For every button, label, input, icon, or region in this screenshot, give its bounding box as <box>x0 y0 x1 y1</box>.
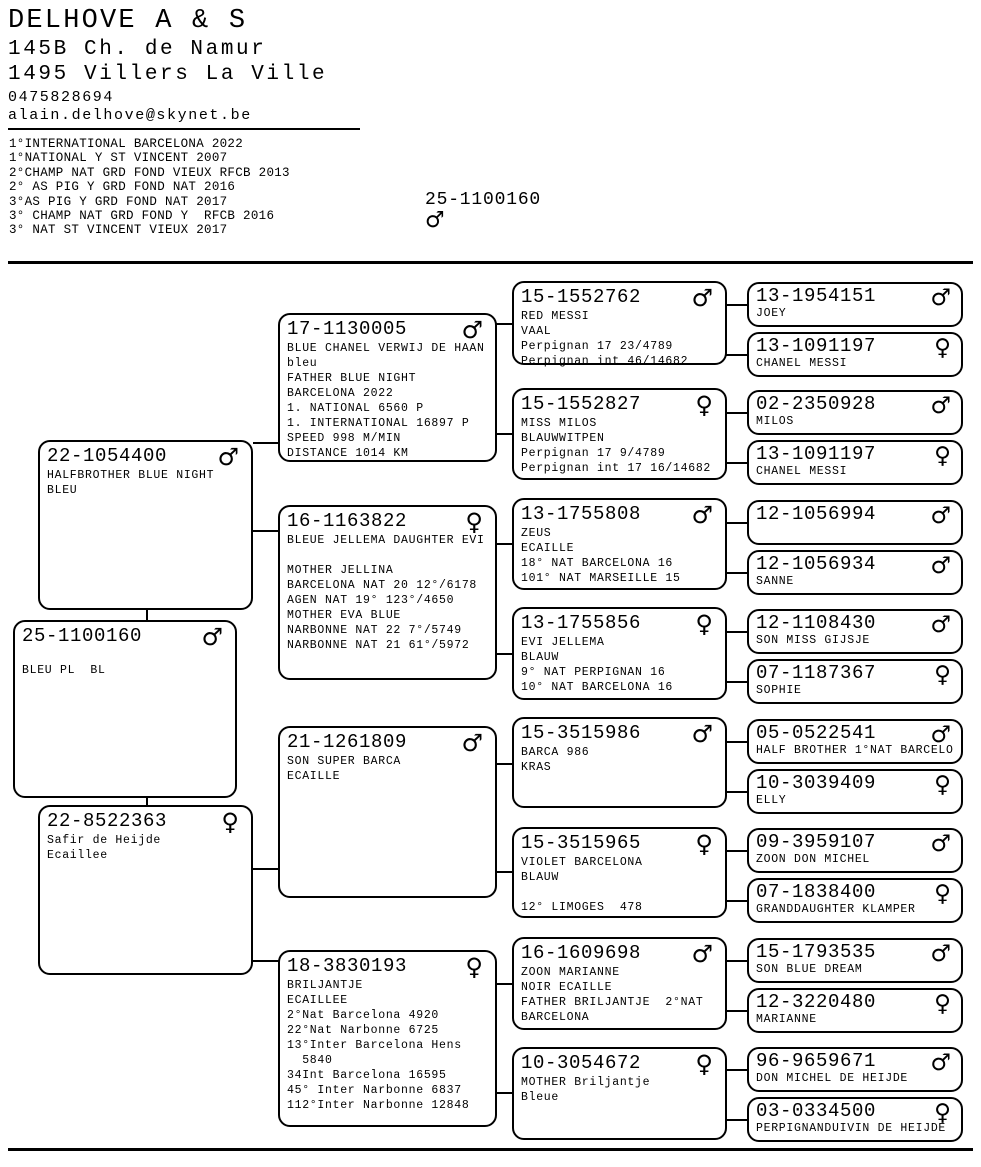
male-icon: ♂ <box>930 941 951 967</box>
pedigree-line: ZEUS <box>521 527 552 540</box>
connector-line <box>725 412 749 414</box>
connector-line <box>725 791 749 793</box>
connector-line <box>725 304 749 306</box>
ring-number: 13-1091197 <box>756 335 877 357</box>
pedigree-box-g3-3 <box>278 726 497 898</box>
pedigree-line: VIOLET BARCELONA <box>521 856 643 869</box>
ring-number: 05-0522541 <box>756 722 877 744</box>
pedigree-box-g4-4 <box>512 607 727 700</box>
male-icon: ♂ <box>461 729 483 757</box>
owner-name: DELHOVE A & S <box>8 6 248 36</box>
pedigree-line: ECAILLE <box>521 542 575 555</box>
connector-line <box>253 442 280 444</box>
pedigree-box-g4-7 <box>512 937 727 1030</box>
pedigree-line: JOEY <box>756 307 787 320</box>
male-icon: ♂ <box>691 720 713 748</box>
pedigree-line: HALFBROTHER BLUE NIGHT <box>47 469 215 482</box>
pedigree-line: ZOON MARIANNE <box>521 966 620 979</box>
ring-number: 13-1091197 <box>756 443 877 465</box>
pedigree-line: BARCA 986 <box>521 746 590 759</box>
pedigree-line: Perpignan 17 23/4789 <box>521 340 674 353</box>
female-icon: ♀ <box>465 508 483 536</box>
divider-top <box>8 261 973 264</box>
pedigree-line: Perpignan int 46/14682 <box>521 355 689 368</box>
pedigree-line: 2°Nat Barcelona 4920 <box>287 1009 440 1022</box>
achievement-item: 3° CHAMP NAT GRD FOND Y RFCB 2016 <box>9 209 275 224</box>
pedigree-line: KRAS <box>521 761 552 774</box>
achievement-item: 2° AS PIG Y GRD FOND NAT 2016 <box>9 180 236 195</box>
pedigree-line: 9° NAT PERPIGNAN 16 <box>521 666 666 679</box>
female-icon: ♀ <box>465 953 483 981</box>
male-icon: ♂ <box>425 208 445 233</box>
pedigree-box-g5-10 <box>747 769 963 814</box>
ring-number: 25-1100160 <box>22 625 143 647</box>
pedigree-line: NARBONNE NAT 22 7°/5749 <box>287 624 462 637</box>
ring-number: 12-1056934 <box>756 553 877 575</box>
ring-number: 15-1552762 <box>521 286 642 308</box>
female-icon: ♀ <box>695 610 713 638</box>
pedigree-line: BARCELONA <box>521 1011 590 1024</box>
ring-number: 22-8522363 <box>47 810 168 832</box>
pedigree-line: MOTHER EVA BLUE <box>287 609 402 622</box>
pedigree-line: 5840 <box>287 1054 333 1067</box>
pedigree-line: Perpignan int 17 16/14682 <box>521 462 712 475</box>
pedigree-box-g5-14 <box>747 988 963 1033</box>
pedigree-line: BLAUW <box>521 651 560 664</box>
pedigree-line: Perpignan 17 9/4789 <box>521 447 666 460</box>
pedigree-line: DISTANCE 1014 KM <box>287 447 409 460</box>
female-icon: ♀ <box>934 662 951 688</box>
pedigree-line: Ecaillee <box>47 849 108 862</box>
phone-number: 0475828694 <box>8 89 115 106</box>
female-icon: ♀ <box>221 808 239 836</box>
ring-number: 16-1163822 <box>287 510 408 532</box>
female-icon: ♀ <box>934 991 951 1017</box>
pedigree-box-g4-5 <box>512 717 727 808</box>
pedigree-line: Bleue <box>521 1091 560 1104</box>
pedigree-box-g5-8 <box>747 659 963 704</box>
pedigree-box-g5-11 <box>747 828 963 873</box>
male-icon: ♂ <box>691 940 713 968</box>
pedigree-box-g3-4 <box>278 950 497 1127</box>
connector-line <box>146 798 148 805</box>
ring-number: 16-1609698 <box>521 942 642 964</box>
pedigree-line: Safir de Heijde <box>47 834 162 847</box>
pedigree-line <box>22 648 229 663</box>
male-icon: ♂ <box>691 284 713 312</box>
male-icon: ♂ <box>930 831 951 857</box>
pedigree-line: 13°Inter Barcelona Hens <box>287 1039 462 1052</box>
pedigree-line: PERPIGNANDUIVIN DE HEIJDE <box>756 1122 947 1135</box>
pedigree-line: 22°Nat Narbonne 6725 <box>287 1024 440 1037</box>
male-icon: ♂ <box>930 553 951 579</box>
connector-line <box>725 1010 749 1012</box>
female-icon: ♀ <box>695 1050 713 1078</box>
pedigree-line: ECAILLEE <box>287 994 348 1007</box>
ring-number: 13-1755808 <box>521 503 642 525</box>
ring-number: 15-1552827 <box>521 393 642 415</box>
email-underline <box>8 128 360 130</box>
connector-line <box>725 741 749 743</box>
pedigree-line: 45° Inter Narbonne 6837 <box>287 1084 462 1097</box>
pedigree-box-g5-13 <box>747 938 963 983</box>
pedigree-line: SOPHIE <box>756 684 802 697</box>
pedigree-line: BLUE CHANEL VERWIJ DE HAAN <box>287 342 485 355</box>
male-icon: ♂ <box>930 393 951 419</box>
pedigree-box-g5-5 <box>747 500 963 545</box>
pedigree-line: MOTHER Briljantje <box>521 1076 651 1089</box>
connector-line <box>725 631 749 633</box>
ring-number: 22-1054400 <box>47 445 168 467</box>
subject-ring-label <box>425 190 541 232</box>
pedigree-box-g5-9 <box>747 719 963 764</box>
male-icon: ♂ <box>461 316 483 344</box>
pedigree-line: MISS MILOS <box>521 417 598 430</box>
pedigree-line: BRILJANTJE <box>287 979 364 992</box>
male-icon: ♂ <box>217 443 239 471</box>
pedigree-line: BLEUE JELLEMA DAUGHTER EVI <box>287 534 485 547</box>
connector-line <box>725 462 749 464</box>
pedigree-line: AGEN NAT 19° 123°/4650 <box>287 594 455 607</box>
achievement-item: 3°AS PIG Y GRD FOND NAT 2017 <box>9 194 228 209</box>
male-icon: ♂ <box>691 501 713 529</box>
connector-line <box>725 354 749 356</box>
pedigree-box-g4-3 <box>512 498 727 590</box>
pedigree-line: 112°Inter Narbonne 12848 <box>287 1099 470 1112</box>
connector-line <box>725 522 749 524</box>
pedigree-line: ZOON DON MICHEL <box>756 853 871 866</box>
pedigree-box-g3-2 <box>278 505 497 680</box>
pedigree-line <box>521 885 719 900</box>
ring-number: 09-3959107 <box>756 831 877 853</box>
pedigree-line: NARBONNE NAT 21 61°/5972 <box>287 639 470 652</box>
pedigree-line: SON MISS GIJSJE <box>756 634 871 647</box>
connector-line <box>725 1119 749 1121</box>
pedigree-line: BARCELONA 2022 <box>287 387 394 400</box>
achievement-item: 1°NATIONAL Y ST VINCENT 2007 <box>9 151 228 166</box>
pedigree-line: 1. INTERNATIONAL 16897 P <box>287 417 470 430</box>
pedigree-line: SON BLUE DREAM <box>756 963 863 976</box>
female-icon: ♀ <box>934 335 951 361</box>
pedigree-box-g5-12 <box>747 878 963 923</box>
pedigree-line: EVI JELLEMA <box>521 636 605 649</box>
ring-number: 96-9659671 <box>756 1050 877 1072</box>
male-icon: ♂ <box>930 612 951 638</box>
pedigree-line <box>287 548 489 563</box>
female-icon: ♀ <box>934 881 951 907</box>
connector-line <box>725 960 749 962</box>
owner-header <box>8 6 327 123</box>
ring-number: 15-3515986 <box>521 722 642 744</box>
achievement-item: 1°INTERNATIONAL BARCELONA 2022 <box>9 137 244 151</box>
connector-line <box>146 610 148 620</box>
pedigree-line: NOIR ECAILLE <box>521 981 613 994</box>
pedigree-box-g5-16 <box>747 1097 963 1142</box>
pedigree-line: MOTHER JELLINA <box>287 564 394 577</box>
ring-number: 10-3039409 <box>756 772 877 794</box>
ring-number: 15-3515965 <box>521 832 642 854</box>
pedigree-line: 34Int Barcelona 16595 <box>287 1069 447 1082</box>
female-icon: ♀ <box>695 830 713 858</box>
divider-bottom <box>8 1148 973 1151</box>
connector-line <box>253 960 280 962</box>
pedigree-line: 10° NAT BARCELONA 16 <box>521 681 674 694</box>
pedigree-line: HALF BROTHER 1°NAT BARCELO <box>756 744 954 757</box>
address-line-2: 1495 Villers La Ville <box>8 63 328 86</box>
ring-number: 17-1130005 <box>287 318 408 340</box>
pedigree-line: BLEU <box>47 484 78 497</box>
pedigree-line: FATHER BLUE NIGHT <box>287 372 417 385</box>
pedigree-line: ELLY <box>756 794 787 807</box>
male-icon: ♂ <box>930 285 951 311</box>
pedigree-line: VAAL <box>521 325 552 338</box>
ring-number: 12-1056994 <box>756 503 877 525</box>
male-icon: ♂ <box>930 722 951 748</box>
ring-number: 15-1793535 <box>756 941 877 963</box>
pedigree-line: DON MICHEL DE HEIJDE <box>756 1072 909 1085</box>
ring-number: 12-1108430 <box>756 612 877 634</box>
pedigree-line: BLEU PL BL <box>22 664 106 677</box>
female-icon: ♀ <box>934 772 951 798</box>
connector-line <box>253 868 280 870</box>
ring-number: 07-1187367 <box>756 662 877 684</box>
ring-number: 18-3830193 <box>287 955 408 977</box>
pedigree-box-sire <box>38 440 253 610</box>
pedigree-box-g5-4 <box>747 440 963 485</box>
ring-number: 07-1838400 <box>756 881 877 903</box>
male-icon: ♂ <box>930 1050 951 1076</box>
pedigree-line: 1. NATIONAL 6560 P <box>287 402 424 415</box>
pedigree-box-g4-8 <box>512 1047 727 1140</box>
pedigree-box-g5-7 <box>747 609 963 654</box>
connector-line <box>725 850 749 852</box>
pedigree-line: 101° NAT MARSEILLE 15 <box>521 572 681 585</box>
pedigree-box-g3-1 <box>278 313 497 462</box>
pedigree-line: BLAUW <box>521 871 560 884</box>
pedigree-box-g5-15 <box>747 1047 963 1092</box>
female-icon: ♀ <box>695 391 713 419</box>
ring-number: 02-2350928 <box>756 393 877 415</box>
connector-line <box>253 530 280 532</box>
ring-number: 13-1755856 <box>521 612 642 634</box>
pedigree-line: 18° NAT BARCELONA 16 <box>521 557 674 570</box>
pedigree-line: BARCELONA NAT 20 12°/6178 <box>287 579 478 592</box>
ring-number: 03-0334500 <box>756 1100 877 1122</box>
achievement-item: 2°CHAMP NAT GRD FOND VIEUX RFCB 2013 <box>9 165 290 180</box>
pedigree-line: SANNE <box>756 575 795 588</box>
address-line-1: 145B Ch. de Namur <box>8 38 267 61</box>
connector-line <box>725 572 749 574</box>
connector-line <box>725 1069 749 1071</box>
subject-ring-number: 25-1100160 <box>425 190 542 210</box>
pedigree-line: SPEED 998 M/MIN <box>287 432 402 445</box>
pedigree-box-g5-6 <box>747 550 963 595</box>
female-icon: ♀ <box>934 1100 951 1126</box>
achievements-list <box>9 137 290 238</box>
pedigree-line: ECAILLE <box>287 770 341 783</box>
pedigree-line: bleu <box>287 357 318 370</box>
pedigree-box-g5-2 <box>747 332 963 377</box>
female-icon: ♀ <box>934 443 951 469</box>
ring-number: 10-3054672 <box>521 1052 642 1074</box>
achievement-item: 3° NAT ST VINCENT VIEUX 2017 <box>9 223 228 238</box>
pedigree-line: MILOS <box>756 415 795 428</box>
pedigree-box-g5-3 <box>747 390 963 435</box>
pedigree-box-g5-1 <box>747 282 963 327</box>
pedigree-box-dam <box>38 805 253 975</box>
pedigree-line: 12° LIMOGES 478 <box>521 901 643 914</box>
male-icon: ♂ <box>201 623 223 651</box>
ring-number: 21-1261809 <box>287 731 408 753</box>
pedigree-line: BLAUWWITPEN <box>521 432 605 445</box>
pedigree-line: CHANEL MESSI <box>756 357 848 370</box>
ring-number: 12-3220480 <box>756 991 877 1013</box>
pedigree-line: MARIANNE <box>756 1013 817 1026</box>
email-address: alain.delhove@skynet.be <box>8 107 252 124</box>
pedigree-box-g4-1 <box>512 281 727 368</box>
connector-line <box>725 681 749 683</box>
ring-number: 13-1954151 <box>756 285 877 307</box>
male-icon: ♂ <box>930 503 951 529</box>
pedigree-line: RED MESSI <box>521 310 590 323</box>
pedigree-line: SON SUPER BARCA <box>287 755 402 768</box>
pedigree-line: GRANDDAUGHTER KLAMPER <box>756 903 916 916</box>
pedigree-box-subject <box>13 620 237 798</box>
pedigree-line: CHANEL MESSI <box>756 465 848 478</box>
pedigree-box-g4-6 <box>512 827 727 918</box>
pedigree-box-g4-2 <box>512 388 727 480</box>
pedigree-line: FATHER BRILJANTJE 2°NAT <box>521 996 704 1009</box>
connector-line <box>725 900 749 902</box>
